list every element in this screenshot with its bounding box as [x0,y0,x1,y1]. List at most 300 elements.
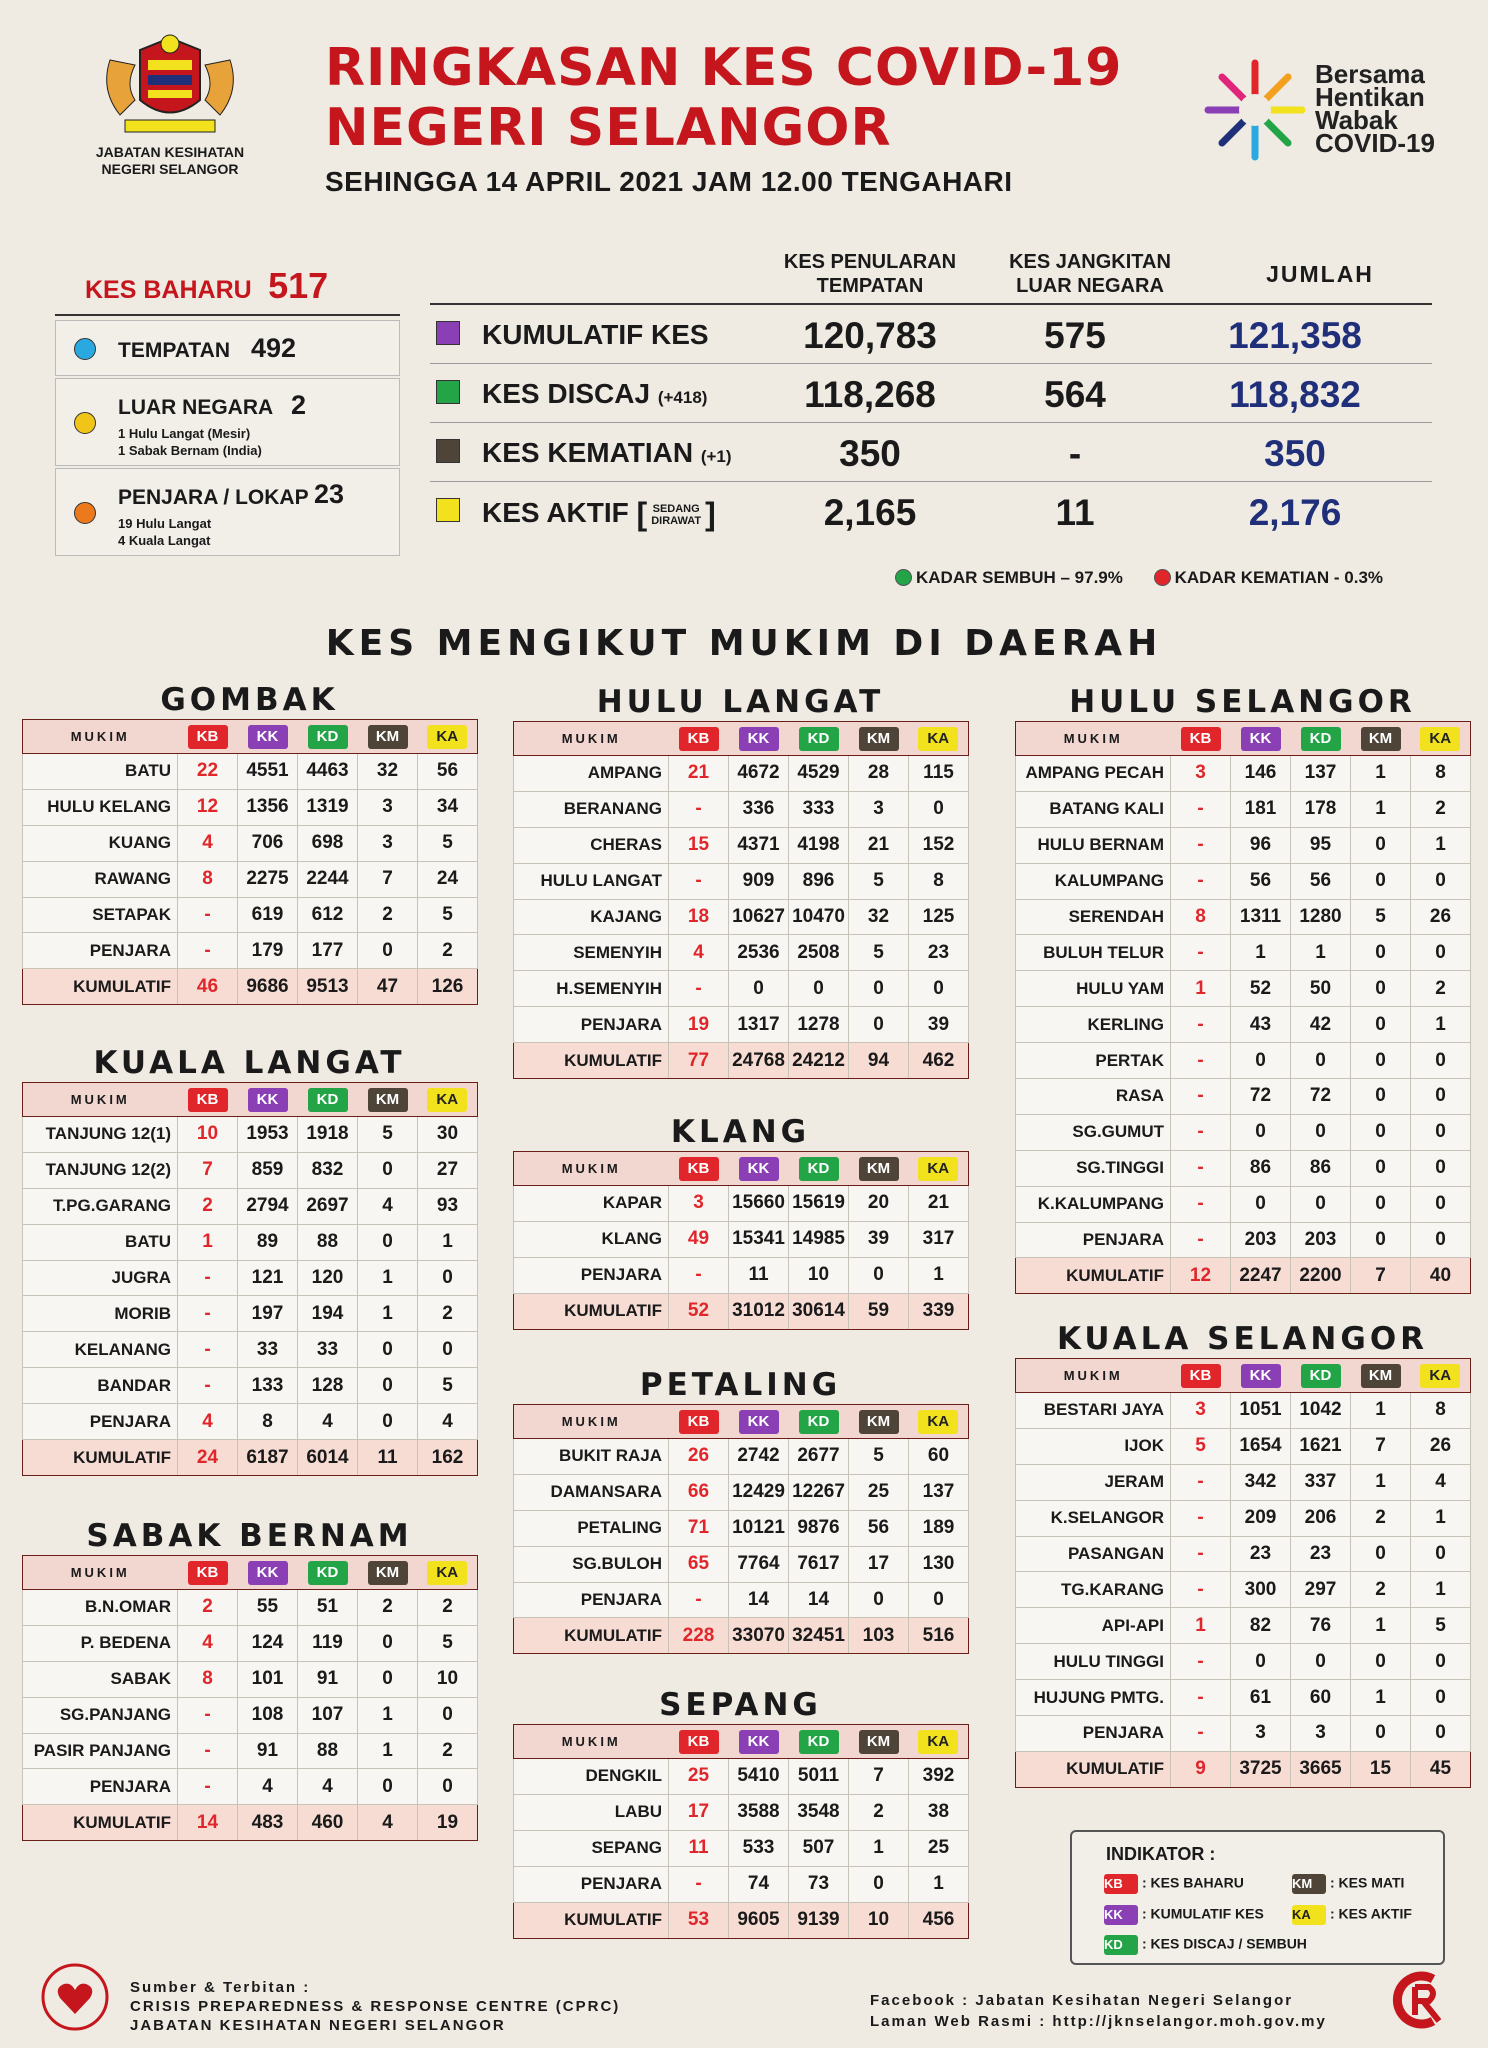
km-value: 0 [849,971,909,1007]
ka-value: 0 [1411,1716,1471,1752]
kk-value: 179 [238,933,298,969]
district-name: HULU LANGAT [596,684,885,720]
total-ka: 516 [909,1618,969,1654]
kb-value: 65 [669,1546,729,1582]
total-ka: 126 [418,969,478,1005]
mukim-name: RASA [1016,1079,1171,1115]
table-row [514,1257,969,1293]
ka-value: 38 [909,1794,969,1830]
kb-value: 19 [669,1007,729,1043]
table-row [23,789,478,825]
table-header [514,1152,969,1186]
ka-value: 1 [1411,1572,1471,1608]
mukim-table [513,1724,969,1939]
km-value: 0 [1351,1536,1411,1572]
kb-value: 5 [1171,1428,1231,1464]
km-value: 39 [849,1221,909,1257]
kb-value: 25 [669,1759,729,1795]
total-ka: 162 [418,1440,478,1476]
km-value: 0 [1351,1186,1411,1222]
kb-value: 4 [669,935,729,971]
col-header-kd: KD [1291,722,1351,756]
table-row [514,971,969,1007]
kk-value: 72 [1231,1079,1291,1115]
total-kd: 460 [298,1805,358,1841]
footer-website: Laman Web Rasmi : http://jknselangor.moh.gov.my [870,2013,1327,2030]
ka-value: 0 [418,1332,478,1368]
kd-value: 4 [298,1404,358,1440]
mukim-name: TG.KARANG [1016,1572,1171,1608]
mukim-name: KLANG [514,1221,669,1257]
table-row [514,1582,969,1618]
kd-value: 194 [298,1296,358,1332]
col-header-kk: KK [238,720,298,754]
kd-value: 10 [789,1257,849,1293]
mukim-name: PENJARA [23,933,178,969]
summary-local-value: 350 [839,433,901,474]
kk-value: 2742 [729,1439,789,1475]
series-swatch-icon [436,380,460,404]
table-header [23,720,478,754]
kd-value: 9876 [789,1510,849,1546]
kd-value: 206 [1291,1500,1351,1536]
col-header-kk: KK [1231,1359,1291,1393]
col-header-km: KM [358,1556,418,1590]
kk-value: 1953 [238,1117,298,1153]
mukim-name: BATU [23,1224,178,1260]
prison-dot-icon [74,502,96,524]
total-kd: 32451 [789,1618,849,1654]
kd-value: 95 [1291,827,1351,863]
total-kk: 9686 [238,969,298,1005]
ka-value: 0 [1411,935,1471,971]
km-value: 1 [1351,1393,1411,1429]
total-kk: 31012 [729,1293,789,1329]
kd-value: 0 [1291,1186,1351,1222]
page-title: RINGKASAN KES COVID-19 [325,38,1123,98]
km-value: 56 [849,1510,909,1546]
total-row [514,1902,969,1938]
table-row [514,1546,969,1582]
kk-value: 2794 [238,1188,298,1224]
km-value: 0 [849,1257,909,1293]
col-header-kd: KD [789,1725,849,1759]
kd-value: 4 [298,1769,358,1805]
mukim-name: PENJARA [1016,1716,1171,1752]
km-value: 25 [849,1474,909,1510]
table-row [23,825,478,861]
col-header-ka: KA [418,720,478,754]
table-row [514,1866,969,1902]
district-petaling [513,1366,968,1654]
kb-value: 18 [669,899,729,935]
kb-value: 3 [669,1186,729,1222]
overseas-label: LUAR NEGARA [118,396,274,419]
kb-value: 22 [178,754,238,790]
col-header-local: KES PENULARAN TEMPATAN [783,251,957,297]
kk-value: 82 [1231,1608,1291,1644]
total-ka: 339 [909,1293,969,1329]
kb-value: - [1171,1222,1231,1258]
kd-value: 120 [298,1260,358,1296]
kk-value: 91 [238,1733,298,1769]
kd-value: 128 [298,1368,358,1404]
kk-value: 7764 [729,1546,789,1582]
district-gombak [22,681,477,1005]
col-header-kd: KD [298,720,358,754]
summary-total-value: 121,358 [1228,315,1362,356]
ka-value: 1 [909,1257,969,1293]
kb-value: - [1171,1716,1231,1752]
table-row [1016,1608,1471,1644]
kk-value: 197 [238,1296,298,1332]
total-kd: 9139 [789,1902,849,1938]
series-swatch-icon [436,439,460,463]
total-km: 4 [358,1805,418,1841]
kk-value: 15660 [729,1186,789,1222]
kd-value: 50 [1291,971,1351,1007]
mukim-name: KELANANG [23,1332,178,1368]
km-value: 0 [1351,1150,1411,1186]
kd-value: 2697 [298,1188,358,1224]
kk-value: 4672 [729,756,789,792]
table-row [23,1224,478,1260]
kk-value: 11 [729,1257,789,1293]
kk-value: 43 [1231,1007,1291,1043]
mukim-name: P. BEDENA [23,1625,178,1661]
kb-value: - [1171,1079,1231,1115]
mukim-name: KALUMPANG [1016,863,1171,899]
km-value: 4 [358,1188,418,1224]
km-value: 0 [849,1866,909,1902]
total-kb: 46 [178,969,238,1005]
kd-value: 2244 [298,861,358,897]
table-header [1016,722,1471,756]
total-km: 7 [1351,1258,1411,1294]
ka-value: 0 [1411,1536,1471,1572]
mukim-name: SG.GUMUT [1016,1114,1171,1150]
kk-value: 5410 [729,1759,789,1795]
kk-value: 4371 [729,827,789,863]
km-value: 0 [849,1582,909,1618]
kb-value: 2 [178,1188,238,1224]
col-header-mukim: MUKIM [23,720,178,754]
km-value: 0 [358,1769,418,1805]
km-value: 0 [358,1332,418,1368]
table-row [23,897,478,933]
table-row [1016,827,1471,863]
ka-value: 137 [909,1474,969,1510]
total-kd: 9513 [298,969,358,1005]
ka-value: 10 [418,1661,478,1697]
table-row [23,1332,478,1368]
kb-value: 71 [669,1510,729,1546]
mukim-name: LABU [514,1794,669,1830]
kk-value: 1654 [1231,1428,1291,1464]
mukim-name: SEMENYIH [514,935,669,971]
overseas-detail-2: 1 Sabak Bernam (India) [118,443,262,458]
table-row [514,756,969,792]
col-header-kb: KB [178,1083,238,1117]
table-row [1016,1536,1471,1572]
kd-value: 1319 [298,789,358,825]
ka-value: 0 [909,791,969,827]
ka-value: 25 [909,1830,969,1866]
kk-value: 0 [1231,1186,1291,1222]
prison-label: PENJARA / LOKAP [118,486,309,509]
kb-value: - [1171,1644,1231,1680]
summary-local-value: 120,783 [803,315,937,356]
prison-detail-2: 4 Kuala Langat [118,533,211,548]
campaign-logo [1200,55,1470,175]
mukim-table [1015,1358,1471,1788]
ka-value: 1 [909,1866,969,1902]
ka-value: 0 [418,1769,478,1805]
kk-value: 342 [1231,1464,1291,1500]
kk-value: 15341 [729,1221,789,1257]
km-value: 21 [849,827,909,863]
recovery-rate: KADAR SEMBUH – 97.9% [916,568,1123,587]
mukim-name: AMPANG PECAH [1016,756,1171,792]
km-value: 2 [1351,1500,1411,1536]
footer-source [130,1978,620,2035]
ka-value: 23 [909,935,969,971]
kk-value: 619 [238,897,298,933]
ka-value: 2 [418,1590,478,1626]
heart-seal-icon [40,1962,110,2032]
ka-value: 26 [1411,1428,1471,1464]
mukim-name: BUKIT RAJA [514,1439,669,1475]
kk-value: 101 [238,1661,298,1697]
total-ka: 462 [909,1043,969,1079]
kd-value: 3 [1291,1716,1351,1752]
km-value: 0 [1351,1043,1411,1079]
kb-value: - [669,1257,729,1293]
km-value: 3 [849,791,909,827]
kk-value: 74 [729,1866,789,1902]
ka-value: 1 [1411,1500,1471,1536]
summary-row [430,482,1432,540]
summary-row-label: KES AKTIF [ SEDANG DIRAWAT ] [482,496,716,532]
total-row [23,969,478,1005]
total-kk: 33070 [729,1618,789,1654]
kd-value: 0 [789,971,849,1007]
table-row [23,1697,478,1733]
mukim-name: PERTAK [1016,1043,1171,1079]
summary-row [430,423,1432,481]
kb-value: - [1171,1043,1231,1079]
kb-value: 66 [669,1474,729,1510]
mukim-name: PASIR PANJANG [23,1733,178,1769]
km-value: 0 [1351,1114,1411,1150]
mukim-table [22,1555,478,1841]
col-header-kk: KK [729,1152,789,1186]
table-row [23,1590,478,1626]
kk-value: 8 [238,1404,298,1440]
col-header-kb: KB [669,1405,729,1439]
ka-value: 317 [909,1221,969,1257]
total-label: KUMULATIF [1016,1258,1171,1294]
kd-value: 177 [298,933,358,969]
mukim-name: IJOK [1016,1428,1171,1464]
col-header-kb: KB [669,1725,729,1759]
legend-km: KM : KES MATI [1292,1874,1404,1894]
km-value: 0 [358,1404,418,1440]
km-value: 1 [1351,1464,1411,1500]
table-row [1016,1043,1471,1079]
km-value: 0 [849,1007,909,1043]
kb-value: - [178,1260,238,1296]
col-header-km: KM [1351,722,1411,756]
col-header-km: KM [1351,1359,1411,1393]
mukim-name: DENGKIL [514,1759,669,1795]
summary-imported-value: 11 [1055,492,1095,533]
kb-value: - [669,1582,729,1618]
kk-value: 56 [1231,863,1291,899]
table-row [514,1221,969,1257]
summary-imported-value: - [1068,433,1082,474]
kk-value: 209 [1231,1500,1291,1536]
kb-value: 21 [669,756,729,792]
mukim-name: PENJARA [23,1769,178,1805]
ka-value: 5 [418,1625,478,1661]
total-kd: 24212 [789,1043,849,1079]
table-row [1016,1428,1471,1464]
kd-value: 7617 [789,1546,849,1582]
col-header-kk: KK [729,722,789,756]
kd-value: 14 [789,1582,849,1618]
kd-value: 119 [298,1625,358,1661]
kb-value: 8 [1171,899,1231,935]
new-cases-label: KES BAHARU [85,276,252,304]
km-value: 3 [358,825,418,861]
total-kd: 30614 [789,1293,849,1329]
page-subtitle: SEHINGGA 14 APRIL 2021 JAM 12.00 TENGAHARI [325,166,1013,197]
ka-value: 4 [1411,1464,1471,1500]
col-header-ka: KA [909,722,969,756]
death-dot-icon [1154,569,1171,586]
overseas-dot-icon [74,412,96,434]
mukim-name: BATU [23,754,178,790]
mukim-name: KAPAR [514,1186,669,1222]
km-value: 0 [358,1152,418,1188]
ka-value: 30 [418,1117,478,1153]
table-row [1016,1007,1471,1043]
total-km: 103 [849,1618,909,1654]
summary-total-value: 118,832 [1229,374,1361,415]
kb-value: 3 [1171,756,1231,792]
ka-value: 0 [418,1697,478,1733]
table-row [1016,1464,1471,1500]
col-header-kb: KB [1171,722,1231,756]
col-header-kd: KD [789,1405,849,1439]
local-label: TEMPATAN [118,339,230,362]
campaign-burst-icon [1200,55,1310,165]
kd-value: 2677 [789,1439,849,1475]
col-header-mukim: MUKIM [514,1152,669,1186]
table-row [1016,791,1471,827]
kb-value: - [669,1866,729,1902]
ka-value: 24 [418,861,478,897]
kb-value: 11 [669,1830,729,1866]
total-kk: 24768 [729,1043,789,1079]
table-row [23,1296,478,1332]
kb-value: 49 [669,1221,729,1257]
summary-row [430,305,1432,363]
kd-value: 203 [1291,1222,1351,1258]
death-rate: KADAR KEMATIAN - 0.3% [1174,568,1384,587]
kk-value: 300 [1231,1572,1291,1608]
km-value: 1 [1351,1680,1411,1716]
mukim-name: PASANGAN [1016,1536,1171,1572]
mukim-name: SETAPAK [23,897,178,933]
kk-value: 124 [238,1625,298,1661]
total-row [514,1043,969,1079]
col-header-kk: KK [1231,722,1291,756]
table-row [514,899,969,935]
ka-value: 0 [1411,1079,1471,1115]
total-km: 15 [1351,1751,1411,1787]
local-value: 492 [251,333,297,363]
kb-value: 1 [178,1224,238,1260]
district-name: KUALA LANGAT [93,1045,406,1081]
table-row [23,1625,478,1661]
col-header-km: KM [358,720,418,754]
kb-value: 12 [178,789,238,825]
km-value: 28 [849,756,909,792]
page-title-block [325,38,1185,198]
col-header-kk: KK [238,1556,298,1590]
district-sabak-bernam [22,1517,477,1841]
km-value: 0 [1351,1644,1411,1680]
kd-value: 0 [1291,1644,1351,1680]
km-value: 32 [358,754,418,790]
ka-value: 0 [418,1260,478,1296]
mukim-name: MORIB [23,1296,178,1332]
mukim-name: K.KALUMPANG [1016,1186,1171,1222]
new-cases-overseas [55,378,400,466]
ka-value: 152 [909,827,969,863]
mukim-name: API-API [1016,1608,1171,1644]
kb-value: 4 [178,1625,238,1661]
campaign-line-2: Hentikan [1315,82,1425,112]
kk-value: 2275 [238,861,298,897]
mukim-name: TANJUNG 12(1) [23,1117,178,1153]
total-kd: 3665 [1291,1751,1351,1787]
total-kb: 52 [669,1293,729,1329]
kd-value: 832 [298,1152,358,1188]
kb-value: - [669,791,729,827]
ka-value: 130 [909,1546,969,1582]
state-health-logo [70,30,270,190]
km-value: 7 [849,1759,909,1795]
table-row [23,933,478,969]
total-label: KUMULATIF [23,969,178,1005]
mukim-name: HULU TINGGI [1016,1644,1171,1680]
kd-value: 698 [298,825,358,861]
kd-value: 14985 [789,1221,849,1257]
kk-value: 4 [238,1769,298,1805]
kd-value: 0 [1291,1114,1351,1150]
ka-value: 5 [418,825,478,861]
km-value: 1 [358,1697,418,1733]
kd-value: 1278 [789,1007,849,1043]
kb-value: - [1171,863,1231,899]
health-ministry-logo [40,1962,110,2037]
total-kk: 483 [238,1805,298,1841]
total-km: 47 [358,969,418,1005]
table-header [514,1405,969,1439]
